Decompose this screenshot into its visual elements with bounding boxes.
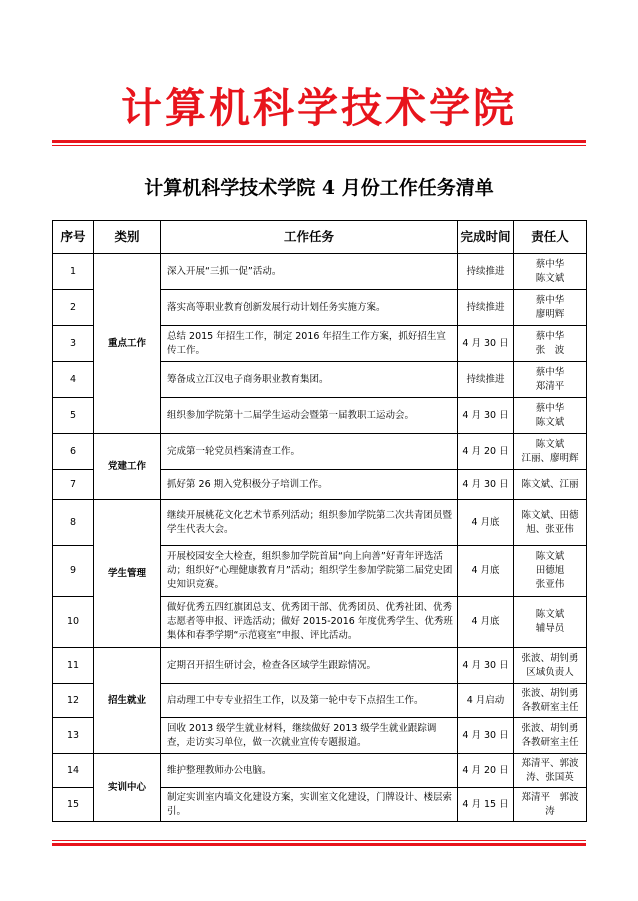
- responsible-cell: 张波、胡钊勇 各教研室主任: [514, 718, 587, 754]
- task-cell: 落实高等职业教育创新发展行动计划任务实施方案。: [161, 290, 458, 326]
- category-cell: 学生管理: [94, 500, 161, 648]
- column-header-task: 工作任务: [161, 221, 458, 254]
- responsible-cell: 郑清平、郭波 涛、张国英: [514, 754, 587, 788]
- task-cell: 开展校园安全大检查，组织参加学院首届“向上向善”好青年评选活动；组织好“心理健康教育月”活动；组织学生参加学院第二届党史团史知识竞赛。: [161, 546, 458, 597]
- row-number: 13: [53, 718, 94, 754]
- school-name-header: 计算机科学技术学院: [121, 84, 517, 132]
- row-number: 14: [53, 754, 94, 788]
- time-cell: 4 月底: [458, 597, 514, 648]
- row-number: 7: [53, 470, 94, 500]
- row-number: 1: [53, 254, 94, 290]
- responsible-cell: 蔡中华 廖明辉: [514, 290, 587, 326]
- task-cell: 制定实训室内墙文化建设方案，实训室文化建设，门牌设计、楼层索引。: [161, 788, 458, 822]
- row-number: 15: [53, 788, 94, 822]
- responsible-cell: 蔡中华 陈文斌: [514, 254, 587, 290]
- footer-divider: [52, 843, 586, 846]
- category-cell: 实训中心: [94, 754, 161, 822]
- time-cell: 4 月 30 日: [458, 326, 514, 362]
- task-cell: 继续开展桃花文化艺术节系列活动；组织参加学院第二次共青团员暨学生代表大会。: [161, 500, 458, 546]
- task-cell: 筹备成立江汉电子商务职业教育集团。: [161, 362, 458, 398]
- responsible-cell: 陈文斌 辅导员: [514, 597, 587, 648]
- responsible-cell: 张波、胡钊勇 区域负责人: [514, 648, 587, 684]
- task-cell: 抓好第 26 期入党积极分子培训工作。: [161, 470, 458, 500]
- responsible-cell: 陈文斌 田德旭 张亚伟: [514, 546, 587, 597]
- task-cell: 深入开展“三抓一促”活动。: [161, 254, 458, 290]
- time-cell: 4 月 30 日: [458, 398, 514, 434]
- row-number: 11: [53, 648, 94, 684]
- time-cell: 4 月 20 日: [458, 754, 514, 788]
- row-number: 10: [53, 597, 94, 648]
- task-cell: 组织参加学院第十二届学生运动会暨第一届教职工运动会。: [161, 398, 458, 434]
- row-number: 5: [53, 398, 94, 434]
- column-header-time: 完成时间: [458, 221, 514, 254]
- table-row: [53, 754, 587, 788]
- responsible-cell: 蔡中华 张 波: [514, 326, 587, 362]
- responsible-cell: 张波、胡钊勇 各教研室主任: [514, 684, 587, 718]
- task-table: [52, 220, 587, 822]
- row-number: 9: [53, 546, 94, 597]
- task-cell: 定期召开招生研讨会，检查各区域学生跟踪情况。: [161, 648, 458, 684]
- responsible-cell: 陈文斌、田德 旭、张亚伟: [514, 500, 587, 546]
- row-number: 12: [53, 684, 94, 718]
- table-row: [53, 434, 587, 470]
- row-number: 6: [53, 434, 94, 470]
- task-cell: 总结 2015 年招生工作，制定 2016 年招生工作方案，抓好招生宣传工作。: [161, 326, 458, 362]
- column-header-responsible: 责任人: [514, 221, 587, 254]
- responsible-cell: 陈文斌 江丽、廖明辉: [514, 434, 587, 470]
- column-header-category: 类别: [94, 221, 161, 254]
- task-cell: 做好优秀五四红旗团总支、优秀团干部、优秀团员、优秀社团、优秀志愿者等申报、评选活动；做好 2015-2016 年度优秀学生、优秀班集体和春季学期“示范寝室”申报、评比活动。: [161, 597, 458, 648]
- footer-divider-thin: [52, 840, 586, 841]
- category-cell: 重点工作: [94, 254, 161, 434]
- time-cell: 4 月 30 日: [458, 470, 514, 500]
- time-cell: 4 月 20 日: [458, 434, 514, 470]
- responsible-cell: 郑清平 郭波 涛: [514, 788, 587, 822]
- table-row: [53, 648, 587, 684]
- time-cell: 持续推进: [458, 362, 514, 398]
- table-header-row: [53, 221, 587, 254]
- header-divider-thin: [52, 145, 586, 146]
- document-title: 计算机科学技术学院 4 月份工作任务清单: [144, 177, 494, 199]
- time-cell: 4 月 15 日: [458, 788, 514, 822]
- task-cell: 启动理工中专专业招生工作，以及第一轮中专下点招生工作。: [161, 684, 458, 718]
- row-number: 3: [53, 326, 94, 362]
- responsible-cell: 陈文斌、江丽: [514, 470, 587, 500]
- time-cell: 4 月底: [458, 546, 514, 597]
- table-row: [53, 500, 587, 546]
- time-cell: 4 月 30 日: [458, 718, 514, 754]
- responsible-cell: 蔡中华 郑清平: [514, 362, 587, 398]
- responsible-cell: 蔡中华 陈文斌: [514, 398, 587, 434]
- row-number: 2: [53, 290, 94, 326]
- column-header-no: 序号: [53, 221, 94, 254]
- time-cell: 持续推进: [458, 290, 514, 326]
- row-number: 4: [53, 362, 94, 398]
- category-cell: 党建工作: [94, 434, 161, 500]
- time-cell: 持续推进: [458, 254, 514, 290]
- table-row: [53, 254, 587, 290]
- category-cell: 招生就业: [94, 648, 161, 754]
- task-cell: 维护整理教师办公电脑。: [161, 754, 458, 788]
- task-cell: 完成第一轮党员档案清查工作。: [161, 434, 458, 470]
- task-cell: 回收 2013 级学生就业材料，继续做好 2013 级学生就业跟踪调查，走访实习单位，做一次就业宣传专题报道。: [161, 718, 458, 754]
- time-cell: 4 月底: [458, 500, 514, 546]
- row-number: 8: [53, 500, 94, 546]
- header-divider: [52, 140, 586, 143]
- time-cell: 4 月启动: [458, 684, 514, 718]
- time-cell: 4 月 30 日: [458, 648, 514, 684]
